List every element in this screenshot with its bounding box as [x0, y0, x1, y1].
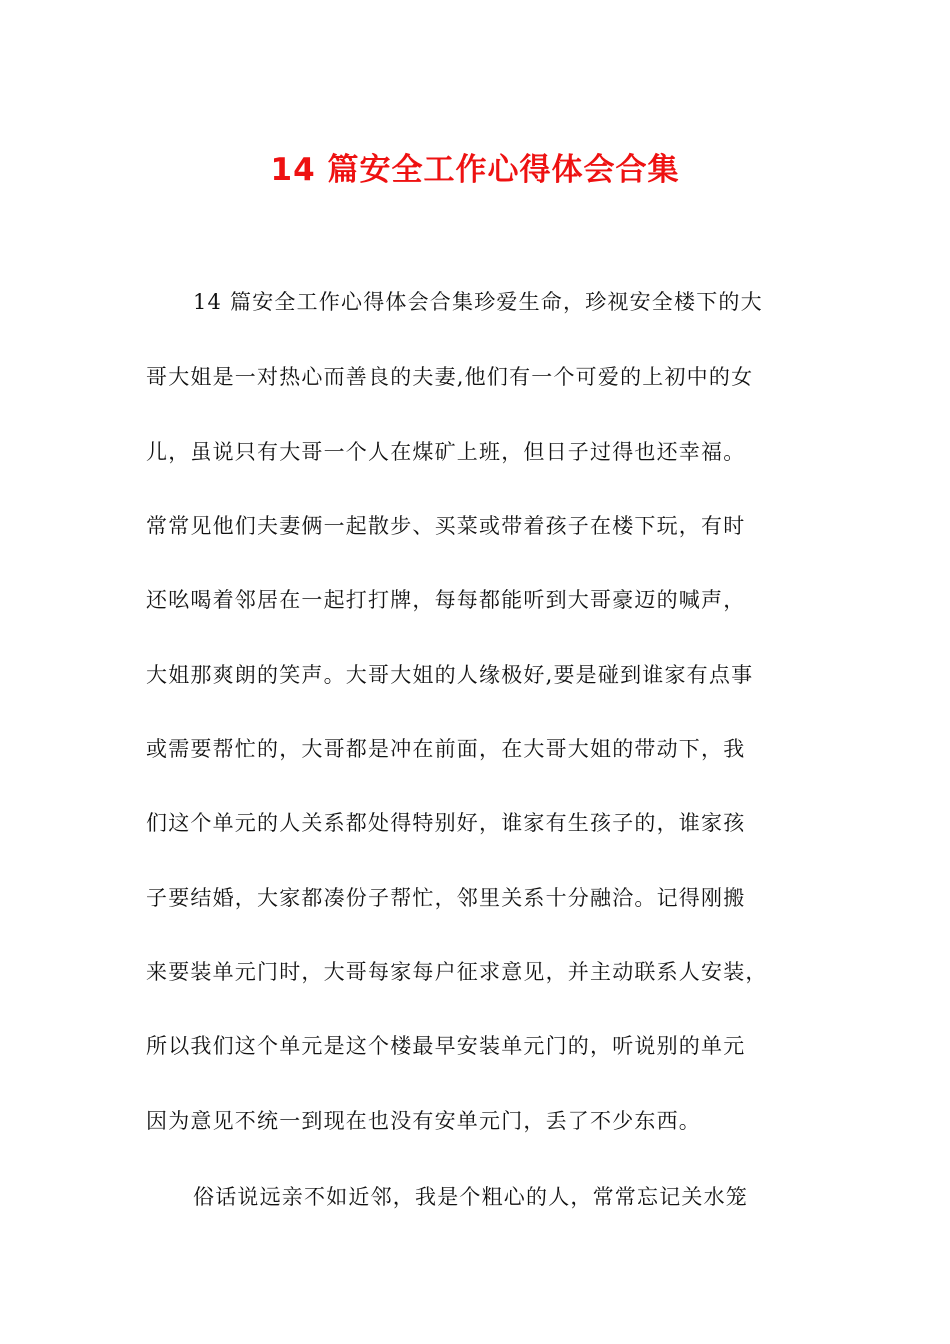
paragraph-line: 或需要帮忙的，大哥都是冲在前面，在大哥大姐的带动下，我: [146, 737, 746, 761]
document-title: 14 篇安全工作心得体会合集: [270, 152, 680, 188]
paragraph-line: 还吆喝着邻居在一起打打牌，每每都能听到大哥豪迈的喊声，: [146, 588, 746, 612]
paragraph-line: 儿，虽说只有大哥一个人在煤矿上班，但日子过得也还幸福。: [146, 440, 746, 464]
paragraph-line: 常常见他们夫妻俩一起散步、买菜或带着孩子在楼下玩，有时: [146, 514, 746, 538]
paragraph-line: 所以我们这个单元是这个楼最早安装单元门的，听说别的单元: [146, 1034, 746, 1058]
paragraph-line: 14 篇安全工作心得体会合集珍爱生命，珍视安全楼下的大: [193, 290, 763, 314]
paragraph-line: 子要结婚，大家都凑份子帮忙，邻里关系十分融洽。记得刚搬: [146, 886, 746, 910]
paragraph-line: 俗话说远亲不如近邻，我是个粗心的人，常常忘记关水笼: [193, 1185, 748, 1209]
paragraph-line: 来要装单元门时，大哥每家每户征求意见，并主动联系人安装，: [146, 960, 768, 984]
paragraph-line: 们这个单元的人关系都处得特别好，谁家有生孩子的，谁家孩: [146, 811, 746, 835]
paragraph-line: 哥大姐是一对热心而善良的夫妻,他们有一个可爱的上初中的女: [146, 365, 754, 389]
paragraph-line: 因为意见不统一到现在也没有安单元门，丢了不少东西。: [146, 1109, 701, 1133]
paragraph-line: 大姐那爽朗的笑声。大哥大姐的人缘极好,要是碰到谁家有点事: [146, 663, 754, 687]
